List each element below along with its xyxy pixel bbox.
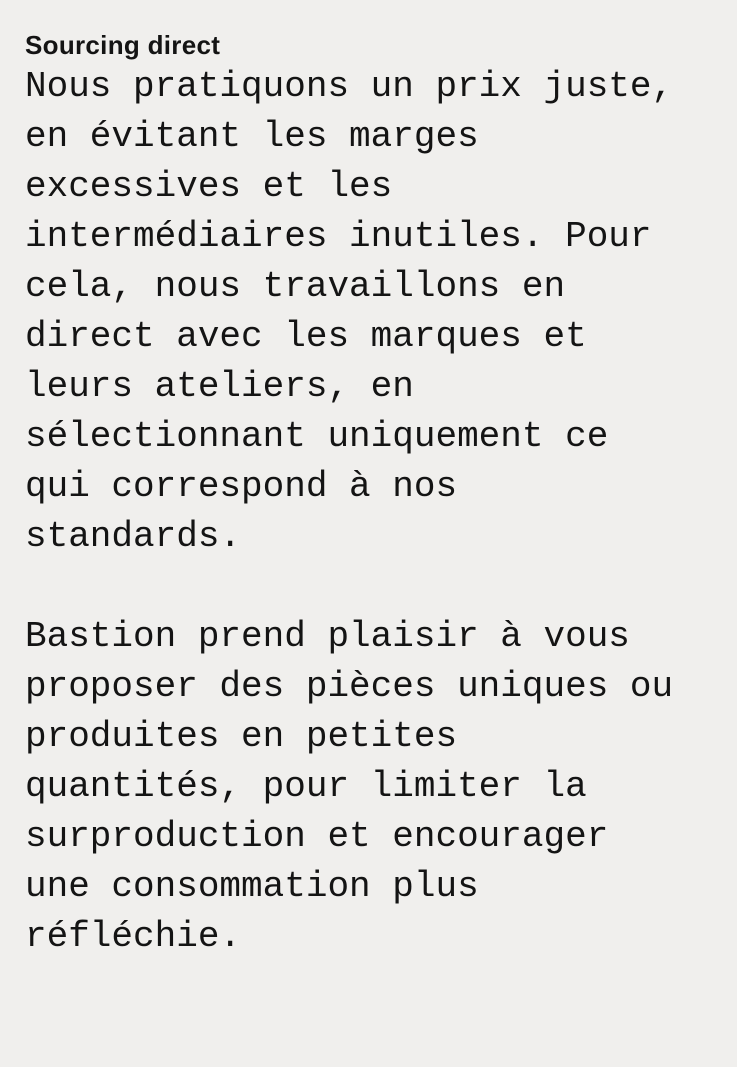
text-line: produites en petites xyxy=(25,716,458,757)
text-line: Bastion prend plaisir à vous xyxy=(25,616,630,657)
section-title: Sourcing direct xyxy=(25,30,221,60)
text-line: réfléchie. xyxy=(25,916,242,957)
text-line: proposer des pièces uniques ou xyxy=(25,666,674,707)
text-line: direct avec les marques et xyxy=(25,316,587,357)
paragraph-sourcing xyxy=(25,62,715,562)
paragraph-bastion xyxy=(25,612,715,962)
text-line: excessives et les xyxy=(25,166,393,207)
text-line: qui correspond à nos xyxy=(25,466,458,507)
text-line: surproduction et encourager xyxy=(25,816,609,857)
text-line: leurs ateliers, en xyxy=(25,366,414,407)
text-line: en évitant les marges xyxy=(25,116,479,157)
content-section xyxy=(25,28,715,962)
text-line: sélectionnant uniquement ce xyxy=(25,416,609,457)
text-line: Nous pratiquons un prix juste, xyxy=(25,66,674,107)
text-line: intermédiaires inutiles. Pour xyxy=(25,216,652,257)
text-line: quantités, pour limiter la xyxy=(25,766,587,807)
text-line: standards. xyxy=(25,516,242,557)
paragraph-spacer xyxy=(25,562,715,612)
text-line: cela, nous travaillons en xyxy=(25,266,566,307)
text-line: une consommation plus xyxy=(25,866,479,907)
